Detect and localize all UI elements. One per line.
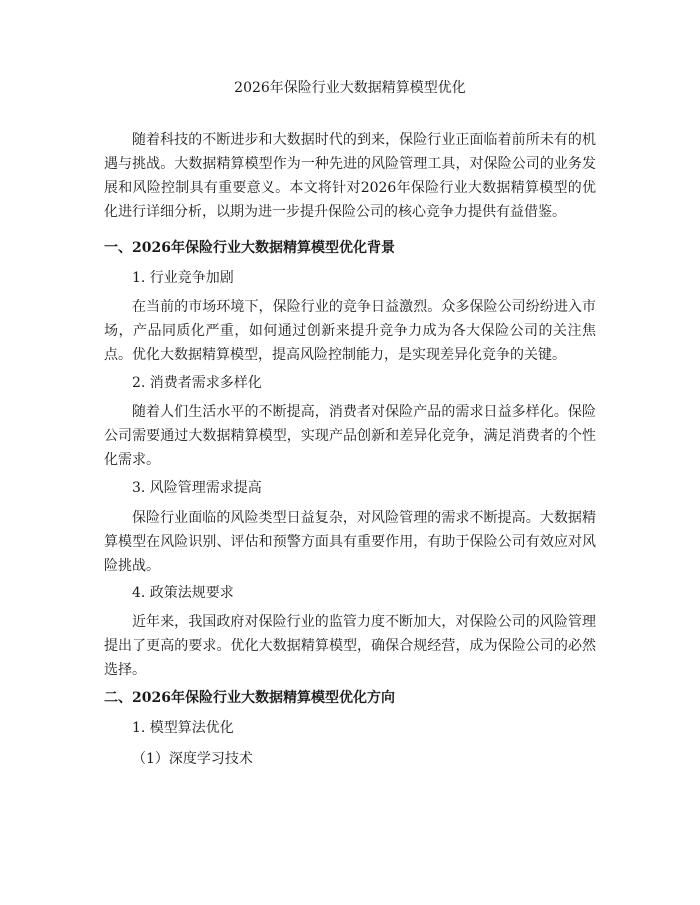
section-2-sub-sub-heading: （1）深度学习技术 [132,751,253,767]
section-2-sub-heading: 1. 模型算法优化 [132,720,234,736]
section-1-item-3-heading: 3. 风险管理需求提高 [132,480,262,496]
document-title: 2026年保险行业大数据精算模型优化 [234,80,466,96]
section-1-item-4-heading: 4. 政策法规要求 [132,585,234,601]
section-1-item-1-heading: 1. 行业竞争加剧 [132,270,234,286]
section-2-heading: 二、2026年保险行业大数据精算模型优化方向 [104,690,395,706]
intro-paragraph: 随着科技的不断进步和大数据时代的到来，保险行业正面临着前所未有的机遇与挑战。大数据精算模型作为一种先进的风险管理工具，对保险公司的业务发展和风险控制具有重要意义。本文将针对2026年保险行业大数据精算模型的优化进行详细分析，以期为进一步提升保险公司的核心竞争力提供有益借鉴。 [104,132,596,220]
section-1-item-2-text: 随着人们生活水平的不断提高，消费者对保险产品的需求日益多样化。保险公司需要通过大数据精算模型，实现产品创新和差异化竞争，满足消费者的个性化需求。 [104,404,596,468]
section-1-item-1-text: 在当前的市场环境下，保险行业的竞争日益激烈。众多保险公司纷纷进入市场，产品同质化严重，如何通过创新来提升竞争力成为各大保险公司的关注焦点。优化大数据精算模型，提高风险控制能力，是实现差异化竞争的关键。 [104,299,596,363]
section-1-heading: 一、2026年保险行业大数据精算模型优化背景 [104,240,395,256]
section-1-item-4-text: 近年来，我国政府对保险行业的监管力度不断加大，对保险公司的风险管理提出了更高的要求。优化大数据精算模型，确保合规经营，成为保险公司的必然选择。 [104,614,596,678]
section-1-item-3-text: 保险行业面临的风险类型日益复杂，对风险管理的需求不断提高。大数据精算模型在风险识别、评估和预警方面具有重要作用，有助于保险公司有效应对风险挑战。 [104,510,596,574]
section-1-item-2-heading: 2. 消费者需求多样化 [132,375,262,391]
